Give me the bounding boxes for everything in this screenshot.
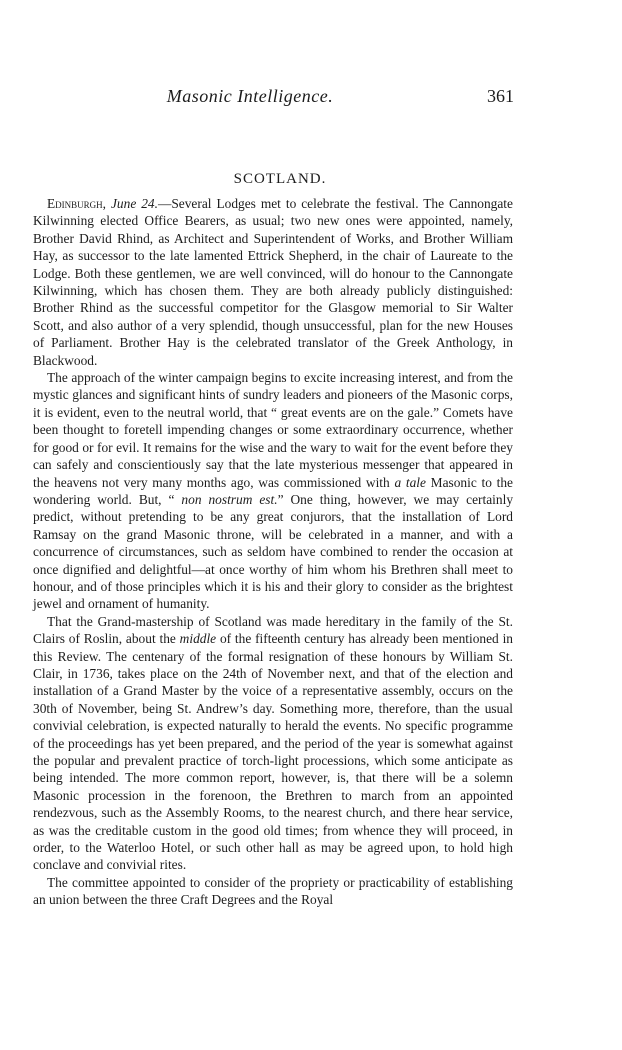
paragraph-2: [33, 369, 513, 613]
paragraph-3-text-before: That the Grand-mastership of Scotland was made hereditary in the family of the St. Clairs of Roslin, about the: [33, 613, 513, 647]
running-title: Masonic Intelligence.: [166, 86, 334, 106]
paragraph-3-italic-1: middle: [179, 631, 217, 647]
paragraph-3-text-after: of the fifteenth century has already been mentioned in this Review. The centenary of the formal resignation of these honours by William St. Clair, in 1736, takes place on the 24th of November next, and that of the election and installation of a Grand Master by the voice of a representative assembly, occurs on the 30th of November, being St. Andrew’s day. Something more, therefore, than the usual convivial celebration, is expected naturally to herald the events. No specific programme of the proceedings has yet been prepared, and the period of the year is somewhat against the popular and prevalent practice of torch-light processions, which some anticipate as being intended. The more common report, however, is, that there will be a solemn Masonic procession in the forenoon, the Brethren to march from an appointed rendezvous, such as the Assembly Rooms, to the nearest church, and there hear service, as was the creditable custom in the good old times; from whence they will proceed, in order, to the Waterloo Hotel, or such other hall as may be agreed upon, to hold high conclave and convivial rites.: [33, 631, 513, 873]
paragraph-1: [33, 195, 513, 369]
paragraph-2-italic-1: a tale: [394, 474, 426, 490]
running-head: [0, 86, 622, 110]
paragraph-2-text-middle: Masonic to the wondering world. But, “: [33, 474, 514, 507]
article-body: [33, 195, 513, 909]
dateline-place: Edinburgh,: [47, 196, 107, 211]
dateline-date: June 24.: [110, 196, 158, 211]
paragraph-4: [33, 874, 513, 909]
paragraph-2-text-before: The approach of the winter campaign begins to excite increasing interest, and from the mystic glances and significant hints of sundry leaders and pioneers of the Masonic corps, it is evident, even to the neutral world, that “ great events are on the gale.” Comets have been thought to foretell impending changes or some extraordinary occurrence, whether for good or for evil. It remains for the wise and the wary to wait for the event before they can safely and conscientiously say that the late mysterious messenger that appeared in the heavens not very many months ago, was commissioned with: [33, 370, 513, 490]
paragraph-2-text-after: ” One thing, however, we may certainly predict, without pretending to be any great conjurors, that the installation of Lord Ramsay on the grand Masonic throne, will be celebrated in a manner, and with a concurrence of circumstances, such as seldom have combined to render the occasion at once dignified and delightful—at once worthy of him whom his Brethren shall meet to honour, and of those principles which it is his and their glory to consider as the brightest jewel and ornament of humanity.: [33, 491, 514, 612]
page-number: 361: [487, 86, 514, 106]
paragraph-3: [33, 613, 513, 874]
paragraph-1-text: —Several Lodges met to celebrate the festival. The Cannongate Kilwinning elected Office Bearers, as usual; two new ones were appointed, namely, Brother David Rhind, as Architect and Superintendent of Works, and Brother William Hay, as successor to the late lamented Ettrick Shepherd, in the chair of Laureate to the Lodge. Both these gentlemen, we are well convinced, will do honour to the Cannongate Kilwinning, which has chosen them. They are both already publicly distinguished: Brother Rhind as the successful competitor for the Glasgow memorial to Sir Walter Scott, and also author of a very splendid, though unsuccessful, plan for the new Houses of Parliament. Brother Hay is the celebrated translator of the Greek Anthology, in Blackwood.: [33, 196, 513, 368]
paragraph-2-italic-2: non nostrum est.: [181, 491, 278, 507]
section-title: SCOTLAND.: [233, 171, 327, 187]
paragraph-4-text: The committee appointed to consider of the propriety or practicability of establishing an union between the three Craft Degrees and the Royal: [33, 874, 513, 908]
